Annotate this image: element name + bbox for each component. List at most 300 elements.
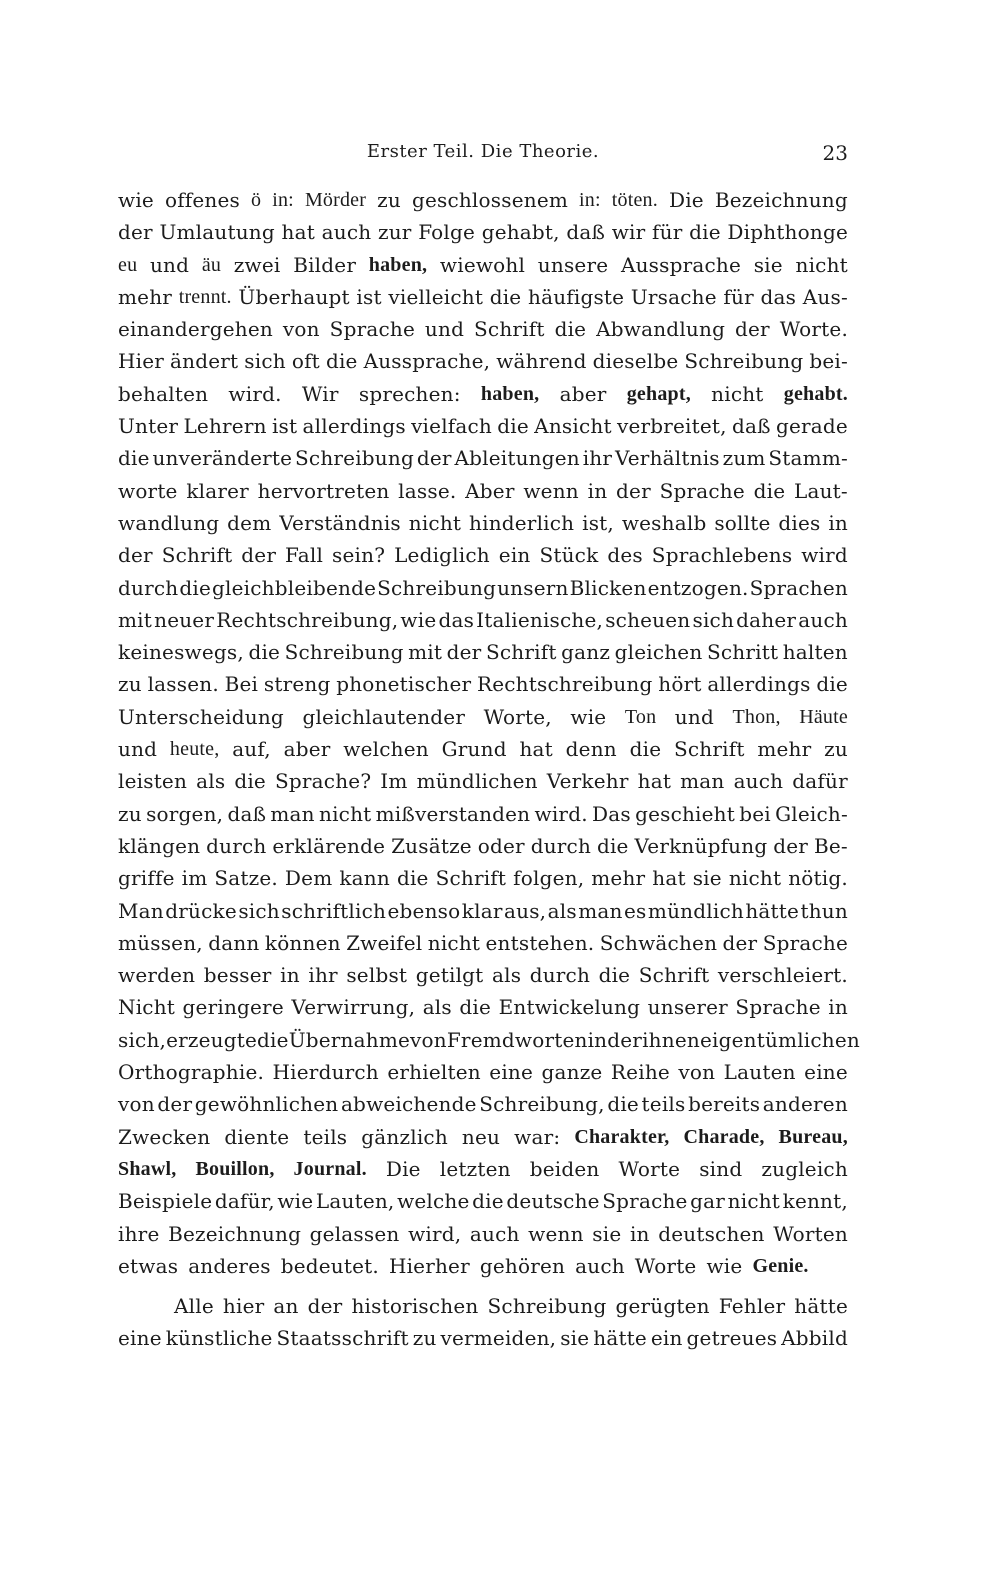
word: von [410, 1027, 447, 1052]
word: gehören [479, 1253, 566, 1278]
word: Verkehr [546, 769, 629, 794]
word: Schrift [638, 963, 710, 988]
word: gerade [775, 414, 848, 439]
word: gleichlautender [302, 704, 466, 729]
word: nicht [728, 866, 782, 891]
word: Hier [118, 349, 165, 374]
word: mündlichen [416, 769, 538, 794]
word: Diphthonge [727, 220, 848, 245]
word: haben, [480, 382, 540, 405]
word: nicht [427, 930, 481, 955]
word: Mörder [304, 189, 367, 211]
word: und [674, 704, 714, 729]
word: sie [560, 1326, 590, 1351]
word: klar [461, 898, 503, 923]
word: Schrift [485, 640, 557, 665]
word: die [554, 317, 587, 342]
word: wie [277, 1189, 314, 1214]
word: Schreibung [487, 1294, 607, 1319]
word: wie [118, 188, 154, 212]
word: Schrift [474, 317, 545, 342]
word: Unterscheidung [118, 704, 284, 729]
word: von [678, 1060, 716, 1085]
word: dann [208, 930, 260, 955]
word: hervortreten [257, 478, 390, 503]
word: in [828, 510, 848, 535]
word: wie [400, 607, 437, 632]
word: gehabt, [481, 220, 560, 245]
text-line [118, 798, 848, 830]
word: eu [118, 253, 138, 276]
word: bedeutet. [280, 1253, 379, 1278]
word: Ursache [630, 284, 717, 309]
word: Unter [118, 414, 179, 439]
word: sie [592, 1221, 622, 1246]
word: gerügten [615, 1294, 710, 1319]
word: eine [118, 1326, 162, 1351]
word: ebenso [387, 898, 461, 923]
word: die [607, 1092, 639, 1117]
word: Lehrern [183, 414, 267, 439]
word: eine [804, 1060, 848, 1085]
word: Orthographie. [118, 1060, 265, 1085]
word: man [578, 898, 623, 923]
word: Die [668, 188, 704, 212]
word: die [596, 833, 629, 858]
word: man [680, 769, 725, 794]
word: die [816, 672, 848, 697]
word: zur [377, 220, 412, 245]
word: zu [118, 672, 142, 697]
word: in: [579, 189, 601, 211]
word: nicht [408, 510, 462, 535]
word: auch [469, 1221, 520, 1246]
word: besser [203, 963, 272, 988]
word: ihnen [642, 1027, 700, 1052]
word: Entwickelung [498, 995, 641, 1020]
word: Italienische, [476, 607, 604, 632]
word: griffe [118, 866, 175, 891]
word: Stamm- [768, 446, 848, 471]
word: drücke [165, 898, 237, 923]
word: sich [238, 898, 280, 923]
word: hätte [794, 1294, 848, 1319]
word: Hierdurch [272, 1060, 379, 1085]
text-line [118, 345, 848, 377]
text-line [118, 1218, 848, 1250]
word: mit [408, 640, 443, 665]
word: Bilder [293, 252, 357, 277]
word: hätte [745, 898, 800, 923]
word: Sprache [602, 1189, 688, 1214]
text-line [118, 184, 848, 216]
word: bei- [809, 349, 848, 374]
word: Satze. [214, 866, 278, 891]
word: bereits [688, 1092, 761, 1117]
word: auch [733, 769, 784, 794]
word: die [459, 995, 492, 1020]
word: die [257, 1027, 289, 1052]
text-line [118, 991, 848, 1023]
word: eine [489, 1060, 534, 1085]
text-line [118, 572, 848, 604]
word: Worte. [779, 317, 848, 342]
word: zum [722, 446, 766, 471]
word: die [689, 220, 721, 245]
word: Aber [465, 478, 515, 503]
word: Im [380, 769, 408, 794]
word: Laut- [794, 478, 848, 503]
word: streng [263, 672, 331, 697]
word: Zweifel [346, 930, 423, 955]
word: von [282, 317, 320, 342]
word: wenn [528, 1221, 584, 1246]
word: zu [377, 188, 401, 212]
text-line [118, 668, 848, 700]
word: bei [739, 801, 771, 826]
word: der [157, 1092, 193, 1117]
word: durch [529, 963, 591, 988]
word: Lauten [723, 1060, 796, 1085]
word: Bezeichnung [714, 188, 848, 212]
word: hätte [593, 1326, 647, 1351]
word: sie [753, 252, 783, 277]
word: eigentümlichen [699, 1027, 860, 1052]
word: hat [652, 866, 686, 891]
word: Shawl, [118, 1157, 177, 1180]
word: die [325, 349, 358, 374]
word: nicht [711, 381, 764, 406]
word: erhielten [387, 1060, 481, 1085]
word: als [547, 898, 577, 923]
word: Man [118, 898, 164, 923]
word: dafür, [214, 1189, 275, 1214]
word: Das [592, 801, 631, 826]
body-text [118, 184, 860, 1355]
word: war: [514, 1124, 561, 1149]
word: entstehen. [485, 930, 595, 955]
word: allerdings [302, 414, 406, 439]
word: mündlich [647, 898, 744, 923]
word: Charade, [683, 1125, 765, 1148]
word: gehapt, [626, 382, 691, 405]
word: Lauten, [315, 1189, 395, 1214]
word: nicht [727, 1189, 781, 1214]
word: durch [530, 833, 592, 858]
word: Staatsschrift [276, 1326, 409, 1351]
word: auch [798, 607, 848, 632]
word: der [735, 317, 770, 342]
word: vermeiden, [440, 1326, 557, 1351]
word: Schrift [161, 543, 233, 568]
word: ein [650, 1326, 683, 1351]
word: Schwächen [599, 930, 718, 955]
word: deutschen [658, 1221, 765, 1246]
word: auch [321, 220, 372, 245]
word: geschlossenem [411, 188, 569, 212]
word: die [753, 478, 786, 503]
word: trennt. [178, 285, 232, 308]
word: Zwecken [118, 1124, 211, 1149]
word: Lediglich [394, 543, 490, 568]
word: selbst [346, 963, 408, 988]
word: der [118, 543, 153, 568]
word: des [607, 543, 643, 568]
word: Sprache [762, 930, 848, 955]
word: ist [271, 414, 298, 439]
word: verbreitet, [616, 414, 727, 439]
word: ihre [118, 1221, 160, 1246]
word: müssen, [118, 930, 203, 955]
word: etwas [118, 1253, 179, 1278]
word: letzten [439, 1156, 511, 1181]
word: wird. [534, 801, 588, 826]
word: kann [339, 866, 390, 891]
word: Bezeichnung [168, 1221, 302, 1246]
word: töten. [611, 189, 658, 211]
text-line [118, 378, 848, 410]
word: mit [118, 607, 152, 632]
word: Verständnis [279, 510, 401, 535]
word: hört [658, 672, 702, 697]
word: zu [412, 1326, 437, 1351]
word: der [446, 640, 482, 665]
word: wird, [408, 1221, 462, 1246]
word: mehr [757, 737, 812, 762]
word: hat [519, 737, 553, 762]
text-line [118, 1322, 848, 1354]
word: allerdings [707, 672, 811, 697]
word: Sprache [735, 995, 821, 1020]
word: werden [118, 963, 196, 988]
word: erklärende [272, 833, 386, 858]
word: Verwirrung, [291, 995, 416, 1020]
word: im [181, 866, 208, 891]
word: sie [692, 866, 722, 891]
word: Schrift [674, 737, 745, 762]
word: Thon, [732, 705, 781, 728]
word: daß [566, 220, 606, 245]
word: der [773, 833, 809, 858]
word: Schrift [435, 866, 507, 891]
word: Sprachlebens [651, 543, 793, 568]
word: auch [575, 1253, 625, 1278]
text-line [118, 216, 848, 248]
word: leisten [118, 769, 188, 794]
word: sich [692, 607, 735, 632]
word: Abwandlung [596, 317, 726, 342]
text-line [118, 539, 848, 571]
word: der [118, 220, 153, 245]
word: Schreibung, [479, 1092, 605, 1117]
word: folgen, [513, 866, 585, 891]
word: dem [227, 510, 272, 535]
word: sich, [118, 1027, 167, 1052]
word: hier [222, 1294, 265, 1319]
word: Worte [634, 1253, 697, 1278]
word: Schritt [706, 640, 779, 665]
word: welche [397, 1189, 470, 1214]
text-line [118, 1056, 848, 1088]
word: Journal. [293, 1157, 367, 1180]
word: weshalb [621, 510, 707, 535]
word: vielfach [411, 414, 492, 439]
word: hat [281, 220, 315, 245]
word: dafür [792, 769, 848, 794]
word: in [587, 1027, 608, 1052]
word: als [491, 963, 522, 988]
word: Stück [539, 543, 599, 568]
word: unsern [497, 575, 569, 600]
word: haben, [368, 253, 428, 276]
word: äu [201, 253, 222, 276]
text-line [118, 410, 848, 442]
word: klarer [186, 478, 249, 503]
word: heute, [169, 738, 220, 761]
word: Bureau, [778, 1125, 848, 1148]
word: Sprache [329, 317, 415, 342]
text-line [118, 1290, 848, 1322]
word: Schreibung [295, 446, 414, 471]
text-line [118, 862, 848, 894]
text-line [118, 765, 848, 797]
word: der [241, 543, 277, 568]
text-line [118, 895, 848, 927]
word: wir [611, 220, 646, 245]
word: in [629, 1221, 650, 1246]
word: die [489, 284, 522, 309]
word: scheuen [605, 607, 691, 632]
word: Überhaupt [238, 284, 350, 309]
word: Worte [618, 1156, 681, 1181]
word: gleichbleibende [212, 575, 377, 600]
word: Rechtschreibung, [216, 607, 399, 632]
word: Nicht [118, 995, 176, 1020]
word: für [652, 220, 683, 245]
word: Rechtschreibung [476, 672, 653, 697]
word: ist, [582, 510, 614, 535]
word: die [234, 769, 266, 794]
word: aber [283, 737, 331, 762]
word: Umlautung [159, 220, 275, 245]
word: nicht [318, 801, 372, 826]
word: Ansicht [534, 414, 612, 439]
word: Bouillon, [195, 1157, 275, 1180]
text-line [118, 475, 848, 507]
word: Die [385, 1156, 421, 1181]
word: Ableitungen [454, 446, 580, 471]
text-line [118, 442, 848, 474]
word: Fall [285, 543, 324, 568]
text-line [118, 1088, 848, 1120]
word: Bei [224, 672, 259, 697]
word: ganze [541, 1060, 603, 1085]
word: die [248, 640, 281, 665]
word: Fehler [718, 1294, 786, 1319]
word: dies [778, 510, 821, 535]
word: geringere [182, 995, 284, 1020]
word: ändert [170, 349, 239, 374]
word: Hierher [388, 1253, 470, 1278]
word: wiewohl [439, 252, 526, 277]
word: Fremdworten [446, 1027, 588, 1052]
word: nicht [795, 252, 848, 277]
word: hat [637, 769, 672, 794]
text-line [118, 313, 848, 345]
word: die [497, 414, 529, 439]
page-number: 23 [822, 141, 848, 165]
word: daß [731, 414, 771, 439]
word: ein [498, 543, 531, 568]
word: anderes [188, 1253, 271, 1278]
word: Grund [441, 737, 507, 762]
word: ihr [582, 446, 613, 471]
word: historischen [351, 1294, 479, 1319]
word: Charakter, [574, 1125, 670, 1148]
word: mehr [591, 866, 646, 891]
word: Ton [624, 705, 657, 728]
word: phonetischer [336, 672, 472, 697]
word: mehr [118, 284, 173, 309]
word: verschleiert. [717, 963, 848, 988]
word: unserer [647, 995, 728, 1020]
text-line [118, 604, 848, 636]
word: lassen. [147, 672, 219, 697]
word: wie [706, 1253, 743, 1278]
word: sprechen: [358, 381, 461, 406]
word: Wir [301, 381, 339, 406]
word: anderen [762, 1092, 848, 1117]
text-line [118, 927, 848, 959]
word: daher [736, 607, 797, 632]
word: gleichen [614, 640, 703, 665]
word: gänzlich [361, 1124, 448, 1149]
word: Häute [799, 705, 848, 728]
word: geschieht [635, 801, 735, 826]
word: häufigste [527, 284, 625, 309]
word: Schreibung [377, 575, 497, 600]
word: durch [118, 575, 179, 600]
word: und [149, 252, 190, 277]
word: künstliche [165, 1326, 273, 1351]
word: denn [565, 737, 617, 762]
word: hinderlich [469, 510, 575, 535]
word: Verknüpfung [634, 833, 768, 858]
word: Schreibung [284, 640, 404, 665]
word: das [760, 284, 797, 309]
word: Worten [773, 1221, 848, 1246]
word: zwei [233, 252, 281, 277]
word: der [307, 1294, 343, 1319]
text-line [118, 636, 848, 668]
word: Be- [813, 833, 848, 858]
text-line [118, 1121, 848, 1153]
word: deutsche [506, 1189, 600, 1214]
word: getilgt [415, 963, 484, 988]
word: die [629, 737, 662, 762]
word: klängen [118, 833, 201, 858]
word: wird [801, 543, 848, 568]
word: zugleich [761, 1156, 848, 1181]
word: der [616, 478, 651, 503]
word: zu [118, 801, 142, 826]
word: das [438, 607, 475, 632]
word: und [118, 737, 158, 762]
word: behalten [118, 381, 209, 406]
word: ö [251, 189, 262, 211]
word: können [264, 930, 341, 955]
word: abweichende [340, 1092, 477, 1117]
